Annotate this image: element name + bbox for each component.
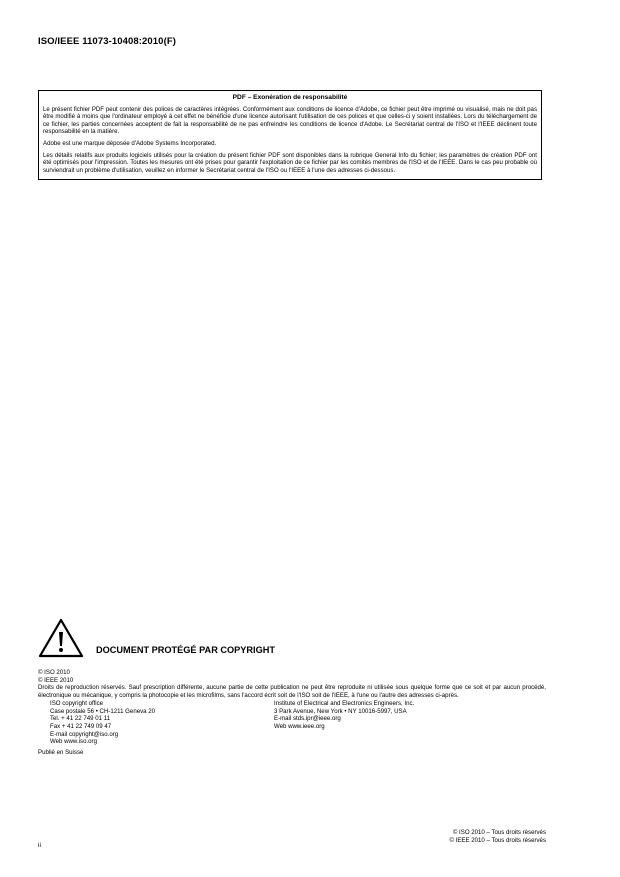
address-line: 3 Park Avenue, New York • NY 10016-5997, USA [274, 707, 407, 715]
email-link[interactable]: E-mail stds.ipr@ieee.org [274, 715, 341, 723]
footer-ieee-rights: © IEEE 2010 – Tous droits réservés [449, 836, 546, 844]
copyright-title: DOCUMENT PROTÉGÉ PAR COPYRIGHT [96, 645, 275, 655]
copyright-block [38, 669, 546, 757]
address-line: ISO copyright office [50, 699, 104, 707]
footer-iso-rights: © ISO 2010 – Tous droits réservés [452, 829, 546, 836]
address-line: Institute of Electrical and Electronics Engineers, Inc. [274, 699, 415, 707]
email-link[interactable]: E-mail copyright@iso.org [50, 730, 119, 738]
document-id: ISO/IEEE 11073-10408:2010(F) [38, 36, 176, 47]
disclaimer-paragraph: Les détails relatifs aux produits logiciels utilisés pour la création du présent fichier PDF sont disponibles dans la rubrique General Info du fichier; les paramètres de création PDF ont été optimisés pour l'impression. Toutes les mesures ont été prises pour garantir l'exploitation de ce fichier par les comités membres de l'ISO et de l'IEEE. Dans le cas peu probable où surviendrait un problème d'utilisation, veuillez en informer le Secrétariat central de l'ISO ou l'IEEE à l'une des adresses ci-dessous. [43, 151, 537, 174]
web-link[interactable]: Web www.iso.org [50, 738, 97, 746]
disclaimer-paragraph: Le présent fichier PDF peut contenir des polices de caractères intégrées. Conformément aux conditions de licence d'Adobe, ce fichier peut être imprimé ou visualisé, mais ne doit pas être modifié à moins que l'ordinateur employé à cet effet ne bénéficie d'une licence autorisant l'utilisation de ces polices et que celles-ci y soient installées. Lors du téléchargement de ce fichier, les parties concernées acceptent de fait la responsabilité de ne pas enfreindre les conditions de licence d'Adobe. Le Secrétariat central de l'ISO et l'IEEE déclinent toute responsabilité en la matière. [43, 105, 537, 136]
warning-icon [38, 618, 84, 658]
disclaimer-title: PDF – Exonération de responsabilité [232, 94, 348, 101]
address-line: Fax + 41 22 749 09 47 [50, 722, 112, 730]
disclaimer-paragraph: Adobe est une marque déposée d'Adobe Systems Incorporated. [43, 139, 217, 147]
ieee-copyright-notice: © IEEE 2010 [38, 676, 74, 684]
addresses [38, 700, 546, 746]
page-number: ii [38, 842, 41, 849]
reproduction-rights-text: Droits de reproduction réservés. Sauf prescription différente, aucune partie de cette publication ne peut être reproduite ni utilisée sous quelque forme que ce soit et par aucun procédé, électronique ou mécanique, y compris la photocopie et les microfilms, sans l'accord écrit soit de l'ISO soit de l'IEEE, à l'une ou l'autre des adresses ci-après. [38, 684, 546, 700]
iso-copyright-notice: © ISO 2010 [38, 669, 70, 676]
published-in: Publié en Suisse [38, 749, 84, 757]
address-line: Tel. + 41 22 749 01 11 [50, 715, 111, 723]
pdf-disclaimer-box [38, 90, 542, 180]
copyright-header [38, 618, 542, 658]
footer-rights [449, 829, 546, 845]
web-link[interactable]: Web www.ieee.org [274, 722, 325, 730]
address-line: Case postale 56 • CH-1211 Geneva 20 [50, 707, 156, 715]
iso-address [38, 700, 274, 746]
ieee-address [274, 700, 414, 746]
